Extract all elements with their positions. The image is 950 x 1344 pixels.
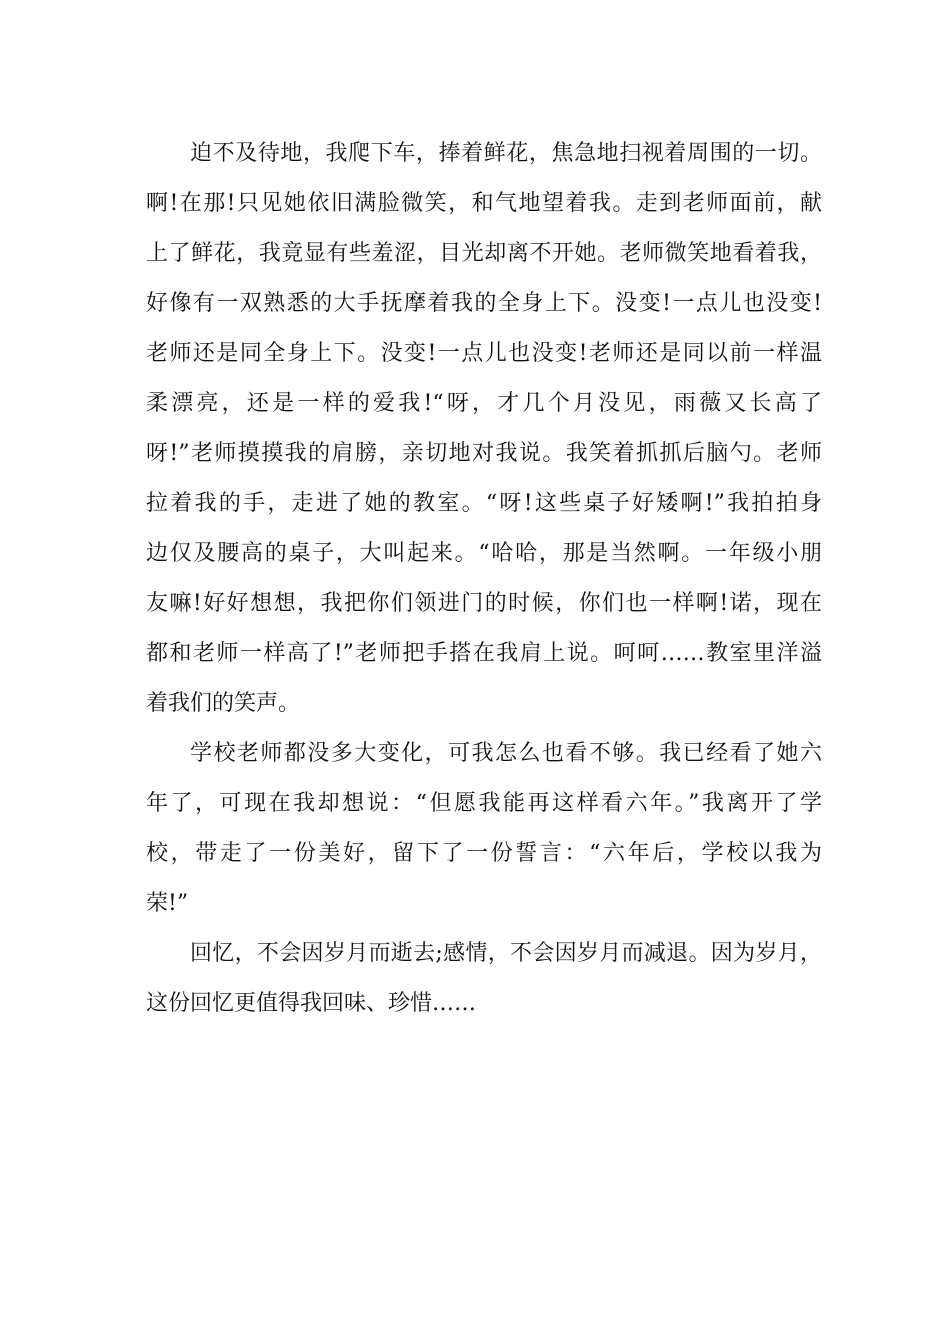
text-line: 呀!”老师摸摸我的肩膀，亲切地对我说。我笑着抓抓后脑勺。老师 [146, 441, 822, 466]
text-line: 边仅及腰高的桌子，大叫起来。“哈哈，那是当然啊。一年级小朋 [146, 541, 822, 566]
paragraph-2 [146, 729, 822, 929]
text-line: 着我们的笑声。 [146, 691, 301, 716]
text-line: 拉着我的手，走进了她的教室。“呀!这些桌子好矮啊!”我拍拍身 [146, 491, 822, 516]
text-line: 学校老师都没多大变化，可我怎么也看不够。我已经看了她六 [190, 741, 822, 766]
paragraph-3 [146, 929, 822, 1029]
text-line: 好像有一双熟悉的大手抚摩着我的全身上下。没变!一点儿也没变! [146, 291, 822, 316]
text-line: 柔漂亮，还是一样的爱我!“呀，才几个月没见，雨薇又长高了 [146, 391, 822, 416]
text-line: 上了鲜花，我竟显有些羞涩，目光却离不开她。老师微笑地看着我， [146, 241, 822, 266]
text-line: 都和老师一样高了!”老师把手搭在我肩上说。呵呵……教室里洋溢 [146, 641, 822, 666]
text-line: 啊!在那!只见她依旧满脸微笑，和气地望着我。走到老师面前，献 [146, 191, 822, 216]
text-line: 荣!” [146, 891, 189, 916]
text-line: 迫不及待地，我爬下车，捧着鲜花，焦急地扫视着周围的一切。 [190, 141, 822, 166]
text-line: 老师还是同全身上下。没变!一点儿也没变!老师还是同以前一样温 [146, 341, 822, 366]
essay-body [146, 129, 822, 1029]
text-line: 校，带走了一份美好，留下了一份誓言：“六年后，学校以我为 [146, 841, 822, 866]
text-line: 年了，可现在我却想说：“但愿我能再这样看六年。”我离开了学 [146, 791, 822, 816]
text-line: 友嘛!好好想想，我把你们领进门的时候，你们也一样啊!诺，现在 [146, 591, 822, 616]
paragraph-1 [146, 129, 822, 729]
text-line: 回忆，不会因岁月而逝去;感情，不会因岁月而减退。因为岁月， [190, 941, 822, 966]
text-line: 这份回忆更值得我回味、珍惜…… [146, 991, 477, 1016]
